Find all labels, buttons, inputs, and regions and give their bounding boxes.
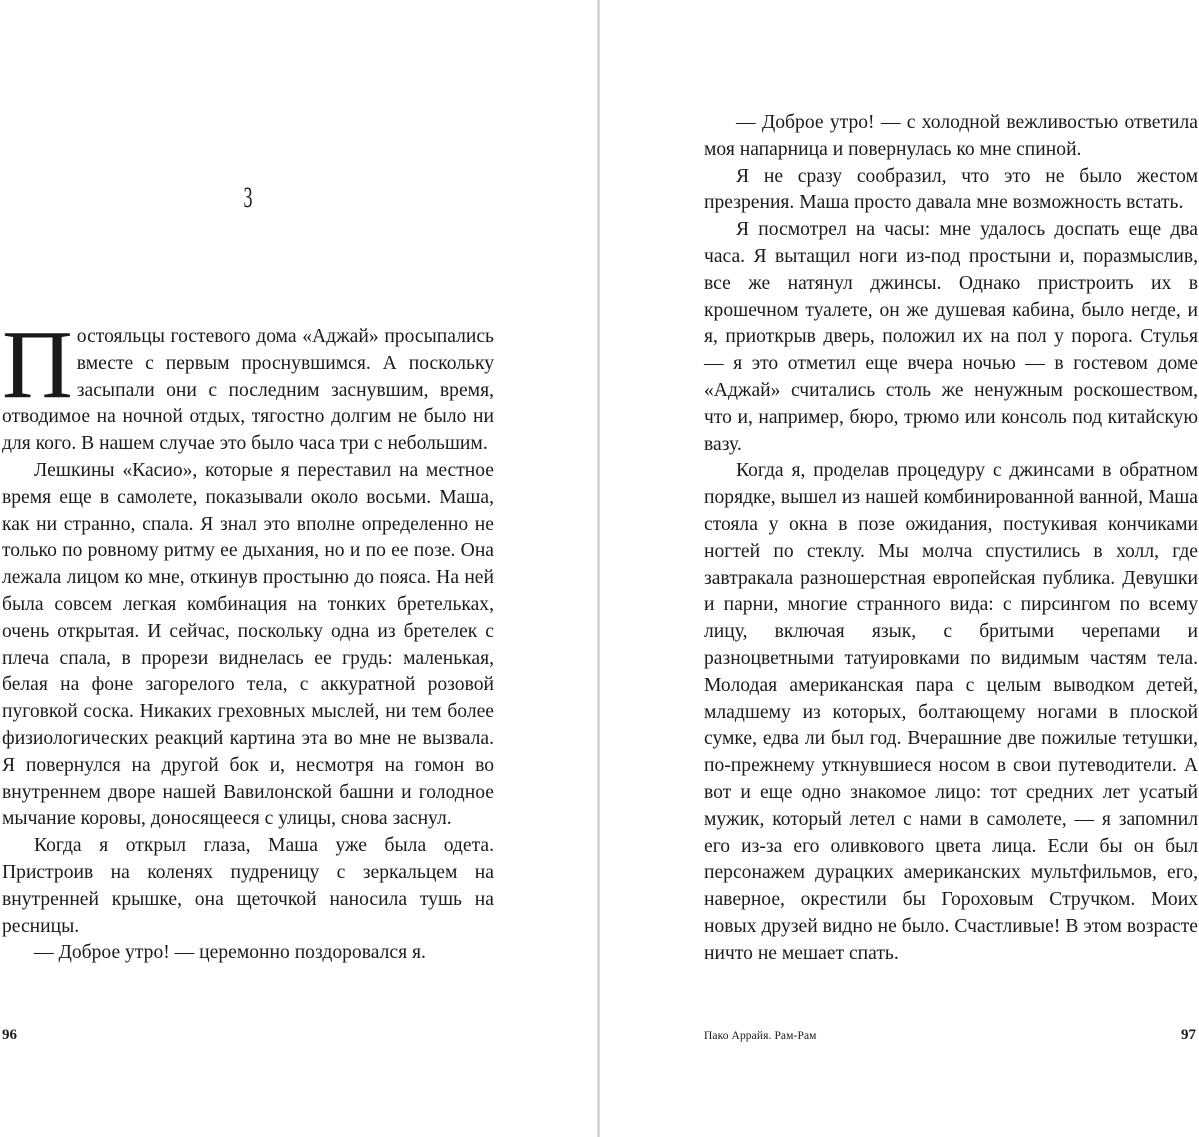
running-head: Пако Аррайя. Рам-Рам — [704, 1030, 817, 1042]
paragraph: Я не сразу сообразил, что это не было жестом презрения. Маша просто давала мне возможность встать. — [704, 165, 1198, 214]
drop-cap: П — [2, 311, 73, 419]
chapter-number: 3 — [243, 181, 253, 214]
page-number: 96 — [2, 1027, 17, 1043]
left-page — [0, 0, 598, 1137]
paragraph-text: остояльцы гостевого дома «Аджай» просыпались вместе с первым проснувшимся. А поскольку засыпали они с последним заснувшим, время, отводимое на ночной отдых, тягостно долгим не было ни для кого. В нашем случае это было часа три с небольшим. — [2, 326, 494, 455]
left-page-text — [2, 311, 494, 967]
paragraph: Когда я открыл глаза, Маша уже была одета. Пристроив на коленях пудреницу с зеркальцем на внутренней крышке, она щеточкой наносила тушь на ресницы. — [2, 835, 494, 937]
right-page — [600, 0, 1199, 1137]
paragraph — [2, 311, 494, 458]
paragraph: Когда я, проделав процедуру с джинсами в обратном порядке, вышел из нашей комбинированной ванной, Маша стояла у окна в позе ожидания, постукивая кончиками ногтей по стеклу. Мы молча спустились в холл, где завтракала разношерстная европейская публика. Девушки и парни, многие странного вида: с пирсингом по всему лицу, включая язык, с бритыми черепами и разноцветными татуировками по видимым частям тела. Молодая американская пара с целым выводком детей, младшему из которых, болтающему ногами в плоской сумке, едва ли был год. Вчерашние две пожилые тетушки, по-прежнему уткнувшиеся носом в свои путеводители. А вот и еще одно знакомое лицо: тот средних лет усатый мужик, который летел с нами в самолете, — я запомнил его из-за его оливкового цвета лица. Если бы он был персонажем дурацких американских мультфильмов, его, наверное, окрестили бы Гороховым Стручком. Моих новых друзей видно не было. Счастливые! В этом возрасте ничто не мешает спать. — [704, 460, 1198, 964]
paragraph: — Доброе утро! — церемонно поздоровался я. — [34, 942, 426, 964]
paragraph: — Доброе утро! — с холодной вежливостью ответила моя напарница и повернулась ко мне спиной. — [704, 112, 1198, 160]
right-page-text — [704, 110, 1198, 968]
paragraph: Лешкины «Касио», которые я переставил на местное время еще в самолете, показывали около восьми. Маша, как ни странно, спала. Я знал это вполне определенно не только по ровному ритму ее дыхания, но и по ее позе. Она лежала лицом ко мне, откинув простыню до пояса. На ней была совсем легкая комбинация на тонких бретельках, очень открытая. И сейчас, поскольку одна из бретелек с плеча спала, в прорези виднелась ее грудь: маленькая, белая на фоне загорелого тела, с аккуратной розовой пуговкой соска. Никаких греховных мыслей, ни тем более физиологических реакций картина эта во мне не вызвала. Я повернулся на другой бок и, несмотря на гомон во внутреннем дворе нашей Вавилонской башни и голодное мычание коровы, доносящееся с улицы, снова заснул. — [2, 459, 494, 830]
paragraph: Я посмотрел на часы: мне удалось доспать еще два часа. Я вытащил ноги из-под простыни и, поразмыслив, все же натянул джинсы. Однако пристроить их в крошечном туалете, он же душевая кабина, было негде, и я, приоткрыв дверь, положил их на пол у порога. Стулья — я это отметил еще вчера ночью — в гостевом доме «Аджай» считались столь же ненужным роскошеством, что и, например, бюро, трюмо или консоль под китайскую вазу. — [704, 219, 1198, 455]
page-number: 97 — [1181, 1027, 1196, 1043]
